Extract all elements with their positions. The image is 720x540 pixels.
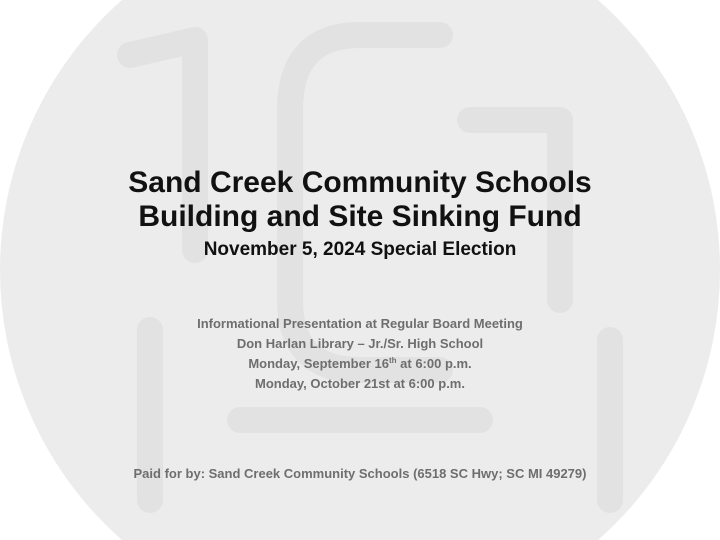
september-date-text: Monday, September 16 bbox=[248, 356, 389, 371]
ordinal-suffix: th bbox=[388, 356, 397, 365]
title-block bbox=[0, 166, 720, 263]
paid-for-by-footer: Paid for by: Sand Creek Community Schools (6518 SC Hwy; SC MI 49279) bbox=[133, 466, 587, 481]
info-line-september-date bbox=[0, 354, 720, 374]
september-time-text: at 6:00 p.m. bbox=[396, 356, 472, 371]
election-subtitle: November 5, 2024 Special Election bbox=[203, 239, 517, 260]
title-line-1: Sand Creek Community Schools bbox=[128, 166, 592, 199]
meeting-info bbox=[0, 314, 720, 394]
info-line-location: Don Harlan Library – Jr./Sr. High School bbox=[236, 336, 484, 351]
info-line-october-date: Monday, October 21st at 6:00 p.m. bbox=[255, 376, 465, 391]
title-line-2: Building and Site Sinking Fund bbox=[138, 200, 582, 233]
info-line-presentation: Informational Presentation at Regular Board Meeting bbox=[197, 316, 523, 331]
